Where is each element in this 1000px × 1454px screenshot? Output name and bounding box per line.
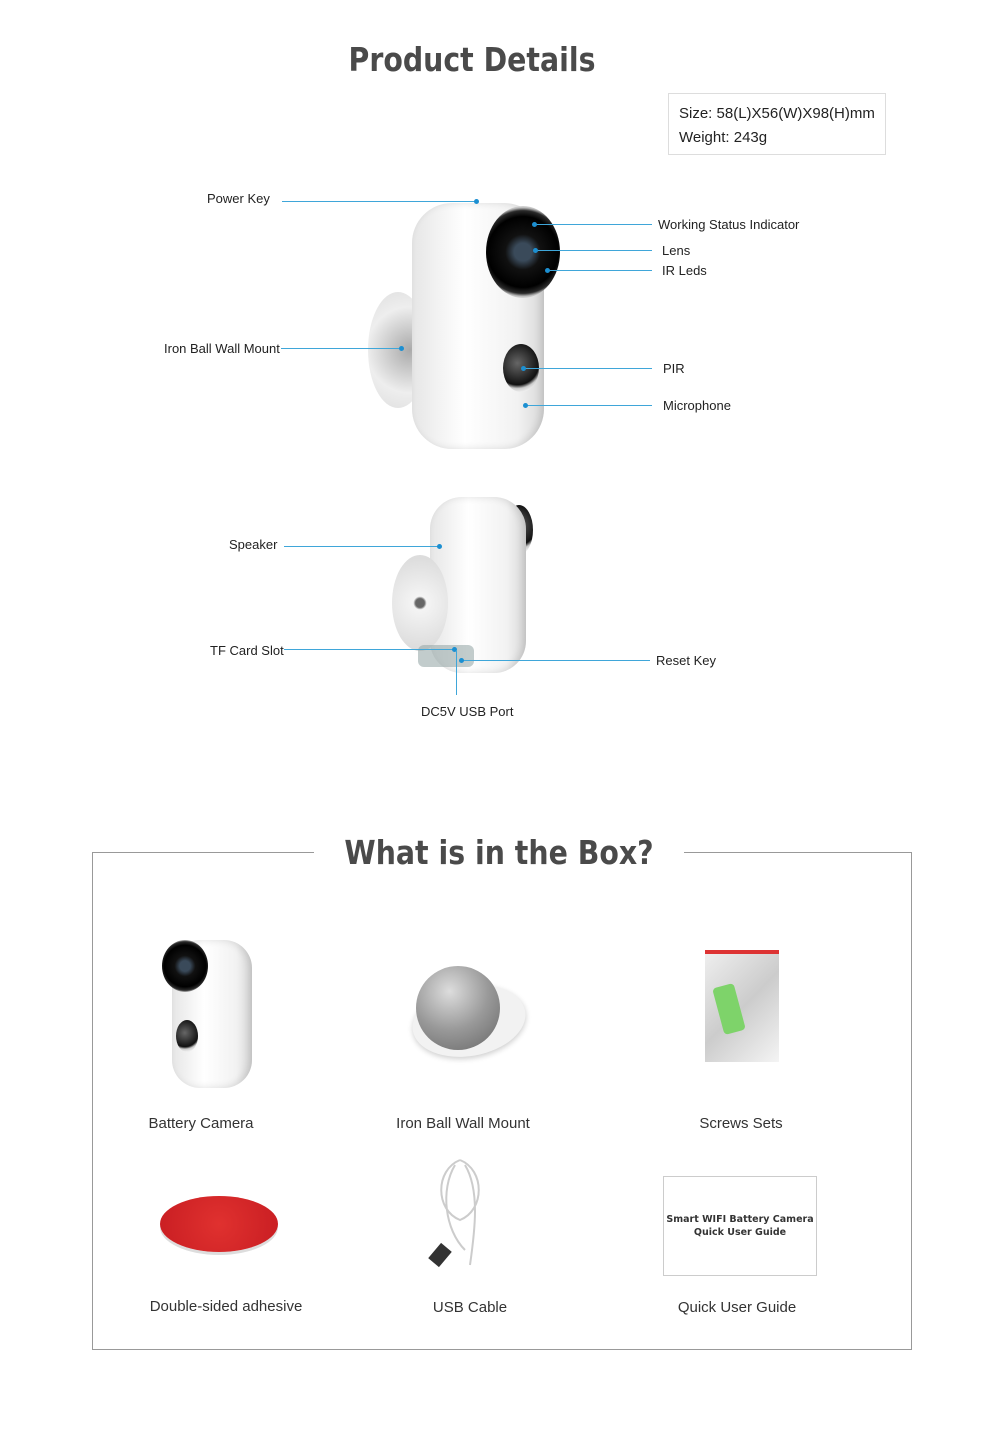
pir-label: PIR xyxy=(663,361,685,376)
callout-dot xyxy=(532,222,537,227)
usb-cable-image xyxy=(425,1150,495,1275)
adhesive-pad-image xyxy=(160,1196,278,1252)
product-details-title: Product Details xyxy=(348,40,596,79)
callout-line xyxy=(284,546,440,547)
callout-line xyxy=(524,368,652,369)
item-label: USB Cable xyxy=(432,1299,508,1316)
reset-key-label: Reset Key xyxy=(656,653,716,668)
callout-dot xyxy=(521,366,526,371)
speaker-label: Speaker xyxy=(229,537,278,552)
item-label: Screws Sets xyxy=(699,1115,783,1132)
item-label: Battery Camera xyxy=(148,1115,254,1132)
usb-port-label: DC5V USB Port xyxy=(421,704,514,719)
callout-line xyxy=(535,224,652,225)
callout-line xyxy=(284,649,455,650)
callout-dot xyxy=(523,403,528,408)
callout-dot xyxy=(533,248,538,253)
callout-dot xyxy=(399,346,404,351)
callout-dot xyxy=(459,658,464,663)
callout-line xyxy=(282,201,477,202)
mount-plate-shape xyxy=(392,555,448,651)
lens-label: Lens xyxy=(662,243,691,258)
callout-line xyxy=(536,250,652,251)
callout-dot xyxy=(474,199,479,204)
iron-ball-shape xyxy=(416,966,500,1050)
guide-title-line: Smart WIFI Battery Camera xyxy=(666,1214,814,1225)
item-label: Double-sided adhesive xyxy=(149,1298,303,1315)
working-status-label: Working Status Indicator xyxy=(658,217,800,232)
callout-dot xyxy=(437,544,442,549)
lens-shape xyxy=(486,206,560,298)
weight-spec: Weight: 243g xyxy=(679,129,768,146)
power-key-label: Power Key xyxy=(207,191,270,206)
callout-line xyxy=(462,660,650,661)
microphone-label: Microphone xyxy=(663,398,731,413)
callout-line xyxy=(548,270,652,271)
tf-card-label: TF Card Slot xyxy=(210,643,284,658)
quick-guide-image xyxy=(663,1176,817,1276)
box-title: What is in the Box? xyxy=(344,833,654,872)
guide-title-line: Quick User Guide xyxy=(693,1227,787,1238)
callout-dot xyxy=(545,268,550,273)
iron-ball-label: Iron Ball Wall Mount xyxy=(164,341,280,356)
item-label: Iron Ball Wall Mount xyxy=(396,1115,530,1132)
size-spec: Size: 58(L)X56(W)X98(H)mm xyxy=(679,105,875,122)
lens-shape xyxy=(162,940,208,992)
callout-line xyxy=(456,650,457,695)
spec-box xyxy=(668,93,886,155)
pir-shape xyxy=(176,1020,198,1052)
callout-line xyxy=(526,405,652,406)
callout-line xyxy=(281,348,402,349)
ir-leds-label: IR Leds xyxy=(662,263,707,278)
item-label: Quick User Guide xyxy=(677,1299,797,1316)
